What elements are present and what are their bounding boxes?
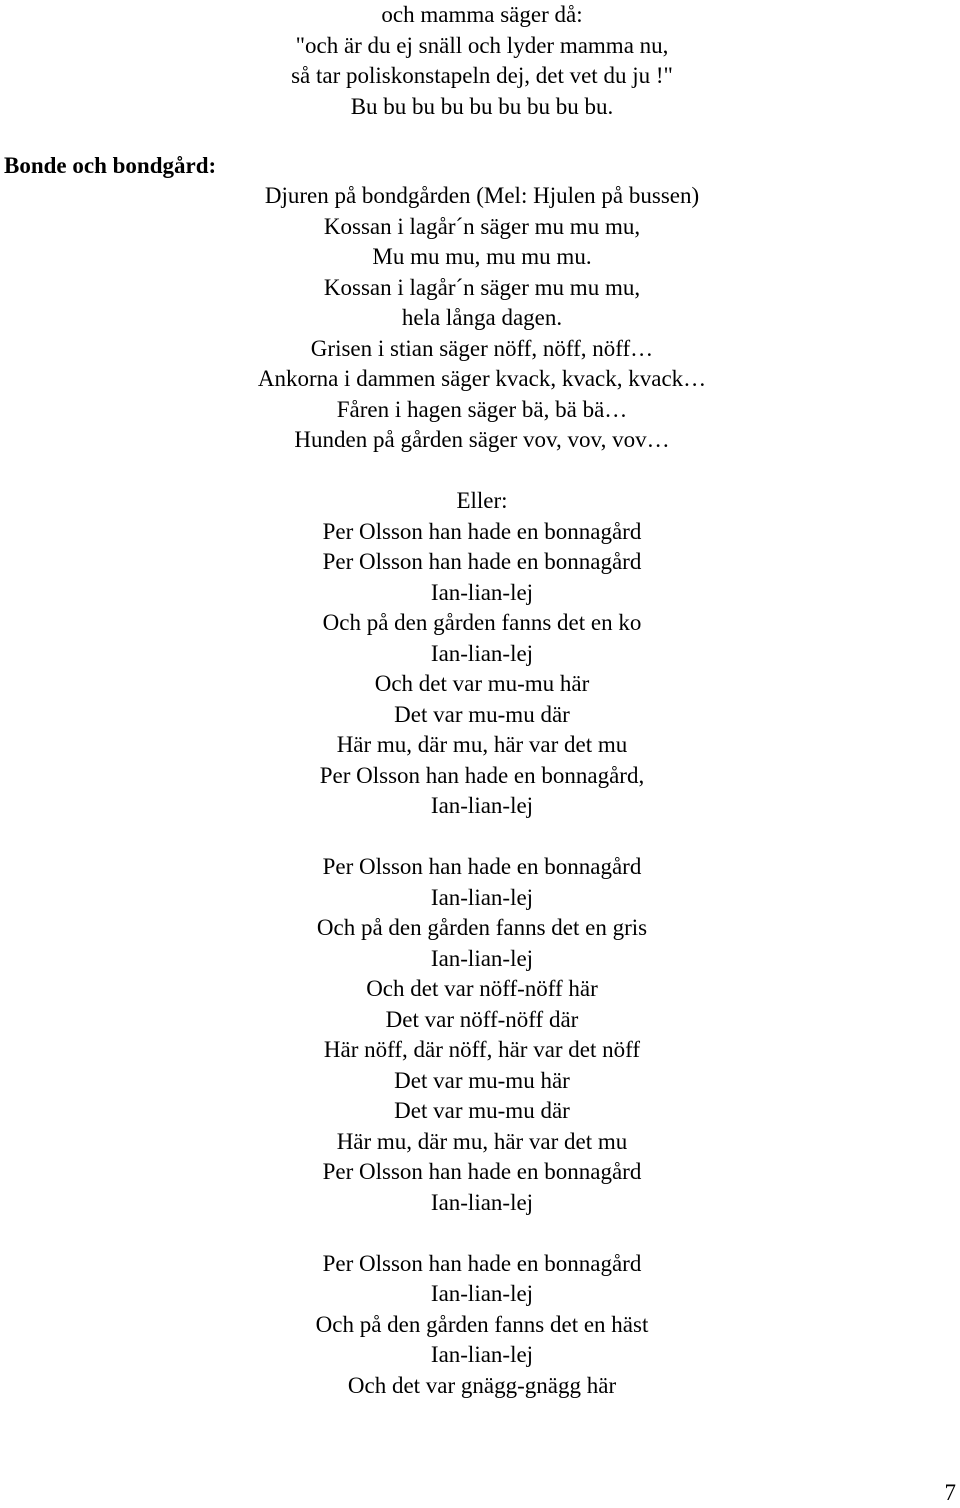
text-line: Kossan i lagår´n säger mu mu mu, xyxy=(323,213,641,239)
text-line: Och på den gården fanns det en gris xyxy=(316,915,648,940)
text-line: Här mu, där mu, här var det mu xyxy=(336,1128,628,1154)
text-line: Och det var nöff-nöff här xyxy=(366,976,598,1001)
text-line: Ian-lian-lej xyxy=(430,1189,534,1215)
text-line: Per Olsson han hade en bonnagård xyxy=(322,854,642,879)
intro-stanza xyxy=(0,0,960,122)
text-line: Det var nöff-nöff där xyxy=(385,1006,579,1032)
text-line: Mu mu mu, mu mu mu. xyxy=(372,244,592,269)
text-line: Per Olsson han hade en bonnagård xyxy=(322,1159,642,1184)
section-heading: Bonde och bondgård: xyxy=(4,153,217,178)
text-line: Här mu, där mu, här var det mu xyxy=(336,732,628,757)
text-line: Ian-lian-lej xyxy=(430,793,534,818)
text-line: Det var mu-mu där xyxy=(394,701,570,727)
text-line: Per Olsson han hade en bonnagård xyxy=(322,1250,642,1276)
text-line: Per Olsson han hade en bonnagård xyxy=(322,518,642,544)
text-line: Det var mu-mu här xyxy=(394,1067,570,1093)
text-line: Ian-lian-lej xyxy=(430,1342,534,1367)
text-line: Bu bu bu bu bu bu bu bu bu. xyxy=(350,93,614,119)
text-line: Per Olsson han hade en bonnagård, xyxy=(319,762,645,788)
stanza-gap xyxy=(0,822,960,853)
stanza-gap xyxy=(0,456,960,487)
text-line: Ian-lian-lej xyxy=(430,945,534,971)
text-line: Här nöff, där nöff, här var det nöff xyxy=(323,1037,641,1062)
text-line: Hunden på gården säger vov, vov, vov… xyxy=(294,427,670,452)
text-line: Ankorna i dammen säger kvack, kvack, kvack… xyxy=(257,366,707,391)
text-line: Grisen i stian säger nöff, nöff, nöff… xyxy=(310,335,654,361)
text-line: Ian-lian-lej xyxy=(430,1281,534,1306)
stanza-gap xyxy=(0,1218,960,1249)
song-title-line: Djuren på bondgården (Mel: Hjulen på bussen) xyxy=(264,183,700,208)
text-line: Och på den gården fanns det en ko xyxy=(322,610,642,635)
text-line: så tar poliskonstapeln dej, det vet du ju !" xyxy=(291,63,673,88)
text-line: Per Olsson han hade en bonnagård xyxy=(322,549,642,574)
text-line: Det var mu-mu där xyxy=(394,1098,570,1123)
text-line: Ian-lian-lej xyxy=(430,579,534,605)
text-line: Och på den gården fanns det en häst xyxy=(315,1311,649,1337)
text-line: Och det var gnägg-gnägg här xyxy=(347,1372,617,1398)
text-line: Och det var mu-mu här xyxy=(374,671,590,696)
text-line: Ian-lian-lej xyxy=(430,884,534,910)
text-line: Fåren i hagen säger bä, bä bä… xyxy=(336,396,628,422)
text-line: och mamma säger då: xyxy=(381,2,583,27)
alternative-label: Eller: xyxy=(456,488,508,513)
text-line: hela långa dagen. xyxy=(401,305,563,330)
song-djuren-pa-bondgarden xyxy=(0,181,960,1401)
text-line: "och är du ej snäll och lyder mamma nu, xyxy=(295,32,669,58)
page-number: 7 xyxy=(944,1480,956,1505)
text-line: Ian-lian-lej xyxy=(430,640,534,666)
text-line: Kossan i lagår´n säger mu mu mu, xyxy=(323,274,641,300)
